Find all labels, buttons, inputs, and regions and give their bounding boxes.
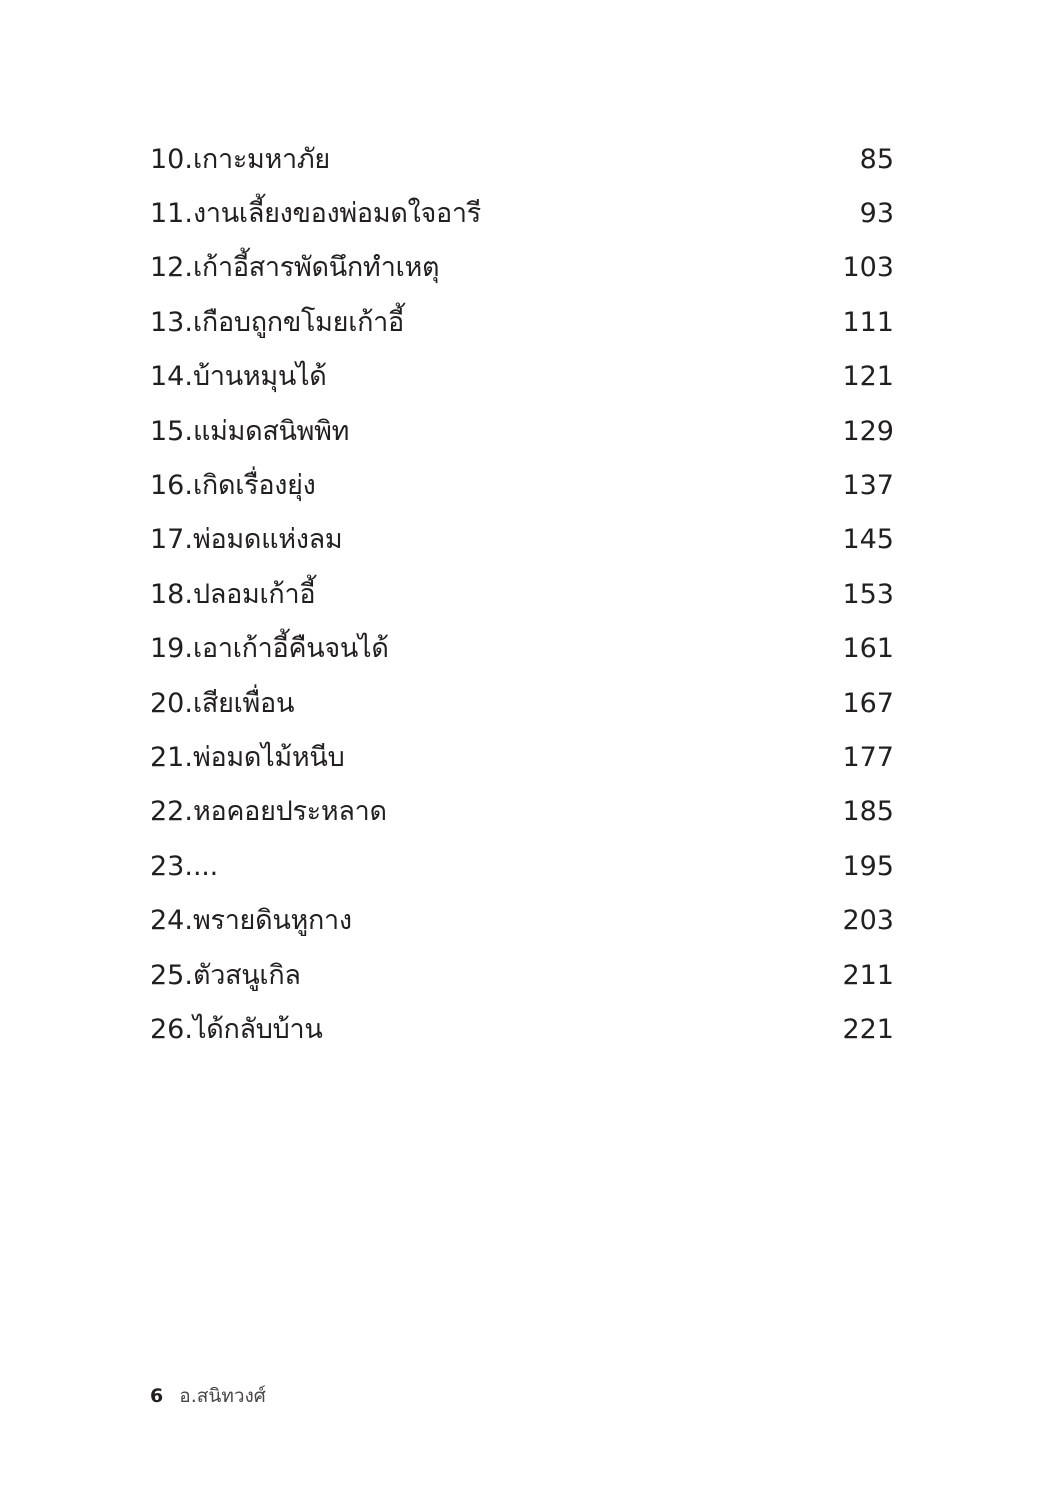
- toc-entry-label: [150, 1013, 323, 1045]
- page-number: 177: [842, 741, 894, 773]
- toc-entry-label: [150, 143, 330, 175]
- page-number: 167: [842, 687, 894, 719]
- chapter-title: ตัวสนูเกิล: [193, 959, 301, 991]
- toc-entry: [150, 622, 894, 676]
- toc-entry: [150, 132, 894, 186]
- chapter-title: เก้าอี้สารพัดนึกทำเหตุ: [193, 252, 440, 284]
- toc-entry: [150, 893, 894, 947]
- chapter-title: เกาะมหาภัย: [193, 143, 330, 175]
- chapter-number: 14.: [150, 361, 193, 393]
- toc-entry-label: [150, 796, 387, 828]
- chapter-title: พ่อมดไม้หนีบ: [193, 741, 345, 773]
- chapter-number: 23.: [150, 850, 193, 882]
- chapter-number: 10.: [150, 143, 193, 175]
- page-number: 103: [842, 252, 894, 284]
- table-of-contents: [150, 132, 894, 1057]
- chapter-number: 12.: [150, 252, 193, 284]
- toc-entry: [150, 948, 894, 1002]
- toc-entry: [150, 676, 894, 730]
- toc-entry-label: [150, 905, 352, 937]
- chapter-title: ...: [193, 850, 218, 882]
- chapter-number: 17.: [150, 524, 193, 556]
- page-number: 85: [859, 143, 894, 175]
- toc-entry: [150, 785, 894, 839]
- toc-entry-label: [150, 959, 301, 991]
- chapter-number: 13.: [150, 306, 193, 338]
- chapter-number: 18.: [150, 578, 193, 610]
- toc-entry: [150, 186, 894, 240]
- toc-entry: [150, 295, 894, 349]
- page-number: 221: [842, 1013, 894, 1045]
- page-number: 121: [842, 361, 894, 393]
- toc-entry: [150, 730, 894, 784]
- running-footer-author: อ.สนิทวงศ์: [179, 1385, 266, 1407]
- toc-entry-label: [150, 361, 327, 393]
- chapter-title: แม่มดสนิพพิท: [193, 415, 350, 447]
- toc-entry: [150, 513, 894, 567]
- toc-entry: [150, 241, 894, 295]
- chapter-number: 21.: [150, 741, 193, 773]
- page-number: 93: [859, 198, 894, 230]
- toc-entry-label: [150, 470, 316, 502]
- page-number: 195: [842, 850, 894, 882]
- toc-entry-label: [150, 578, 316, 610]
- toc-entry-label: [150, 741, 345, 773]
- toc-entry: [150, 458, 894, 512]
- toc-entry-label: [150, 252, 440, 284]
- toc-entry: [150, 404, 894, 458]
- chapter-title: เสียเพื่อน: [193, 687, 295, 719]
- page-number: 145: [842, 524, 894, 556]
- page-number: 129: [842, 415, 894, 447]
- chapter-number: 15.: [150, 415, 193, 447]
- toc-entry-label: [150, 633, 389, 665]
- page-footer: [150, 1381, 266, 1411]
- toc-entry-label: [150, 306, 404, 338]
- toc-entry: [150, 350, 894, 404]
- toc-entry: [150, 839, 894, 893]
- chapter-title: งานเลี้ยงของพ่อมดใจอารี: [193, 198, 481, 230]
- page-number: 137: [842, 470, 894, 502]
- toc-entry-label: [150, 687, 295, 719]
- chapter-title: เอาเก้าอี้คืนจนได้: [193, 633, 389, 665]
- page-number: 203: [842, 905, 894, 937]
- chapter-title: หอคอยประหลาด: [193, 796, 387, 828]
- chapter-number: 16.: [150, 470, 193, 502]
- page-number: 111: [842, 306, 894, 338]
- toc-entry-label: [150, 850, 218, 882]
- chapter-number: 22.: [150, 796, 193, 828]
- page-number: 185: [842, 796, 894, 828]
- toc-entry-label: [150, 524, 343, 556]
- chapter-title: เกิดเรื่องยุ่ง: [193, 470, 316, 502]
- chapter-number: 11.: [150, 198, 193, 230]
- chapter-title: พ่อมดแห่งลม: [193, 524, 343, 556]
- chapter-number: 26.: [150, 1013, 193, 1045]
- chapter-number: 19.: [150, 633, 193, 665]
- chapter-title: ปลอมเก้าอี้: [193, 578, 316, 610]
- toc-entry: [150, 1002, 894, 1056]
- chapter-number: 24.: [150, 905, 193, 937]
- chapter-title: บ้านหมุนได้: [193, 361, 327, 393]
- chapter-number: 20.: [150, 687, 193, 719]
- page-number: 153: [842, 578, 894, 610]
- toc-entry-label: [150, 198, 481, 230]
- chapter-title: พรายดินหูกาง: [193, 905, 352, 937]
- chapter-title: เกือบถูกขโมยเก้าอี้: [193, 306, 404, 338]
- chapter-title: ได้กลับบ้าน: [193, 1013, 323, 1045]
- page-number: 161: [842, 633, 894, 665]
- folio-number: 6: [150, 1385, 164, 1407]
- toc-entry-label: [150, 415, 350, 447]
- chapter-number: 25.: [150, 959, 193, 991]
- toc-entry: [150, 567, 894, 621]
- page-number: 211: [842, 959, 894, 991]
